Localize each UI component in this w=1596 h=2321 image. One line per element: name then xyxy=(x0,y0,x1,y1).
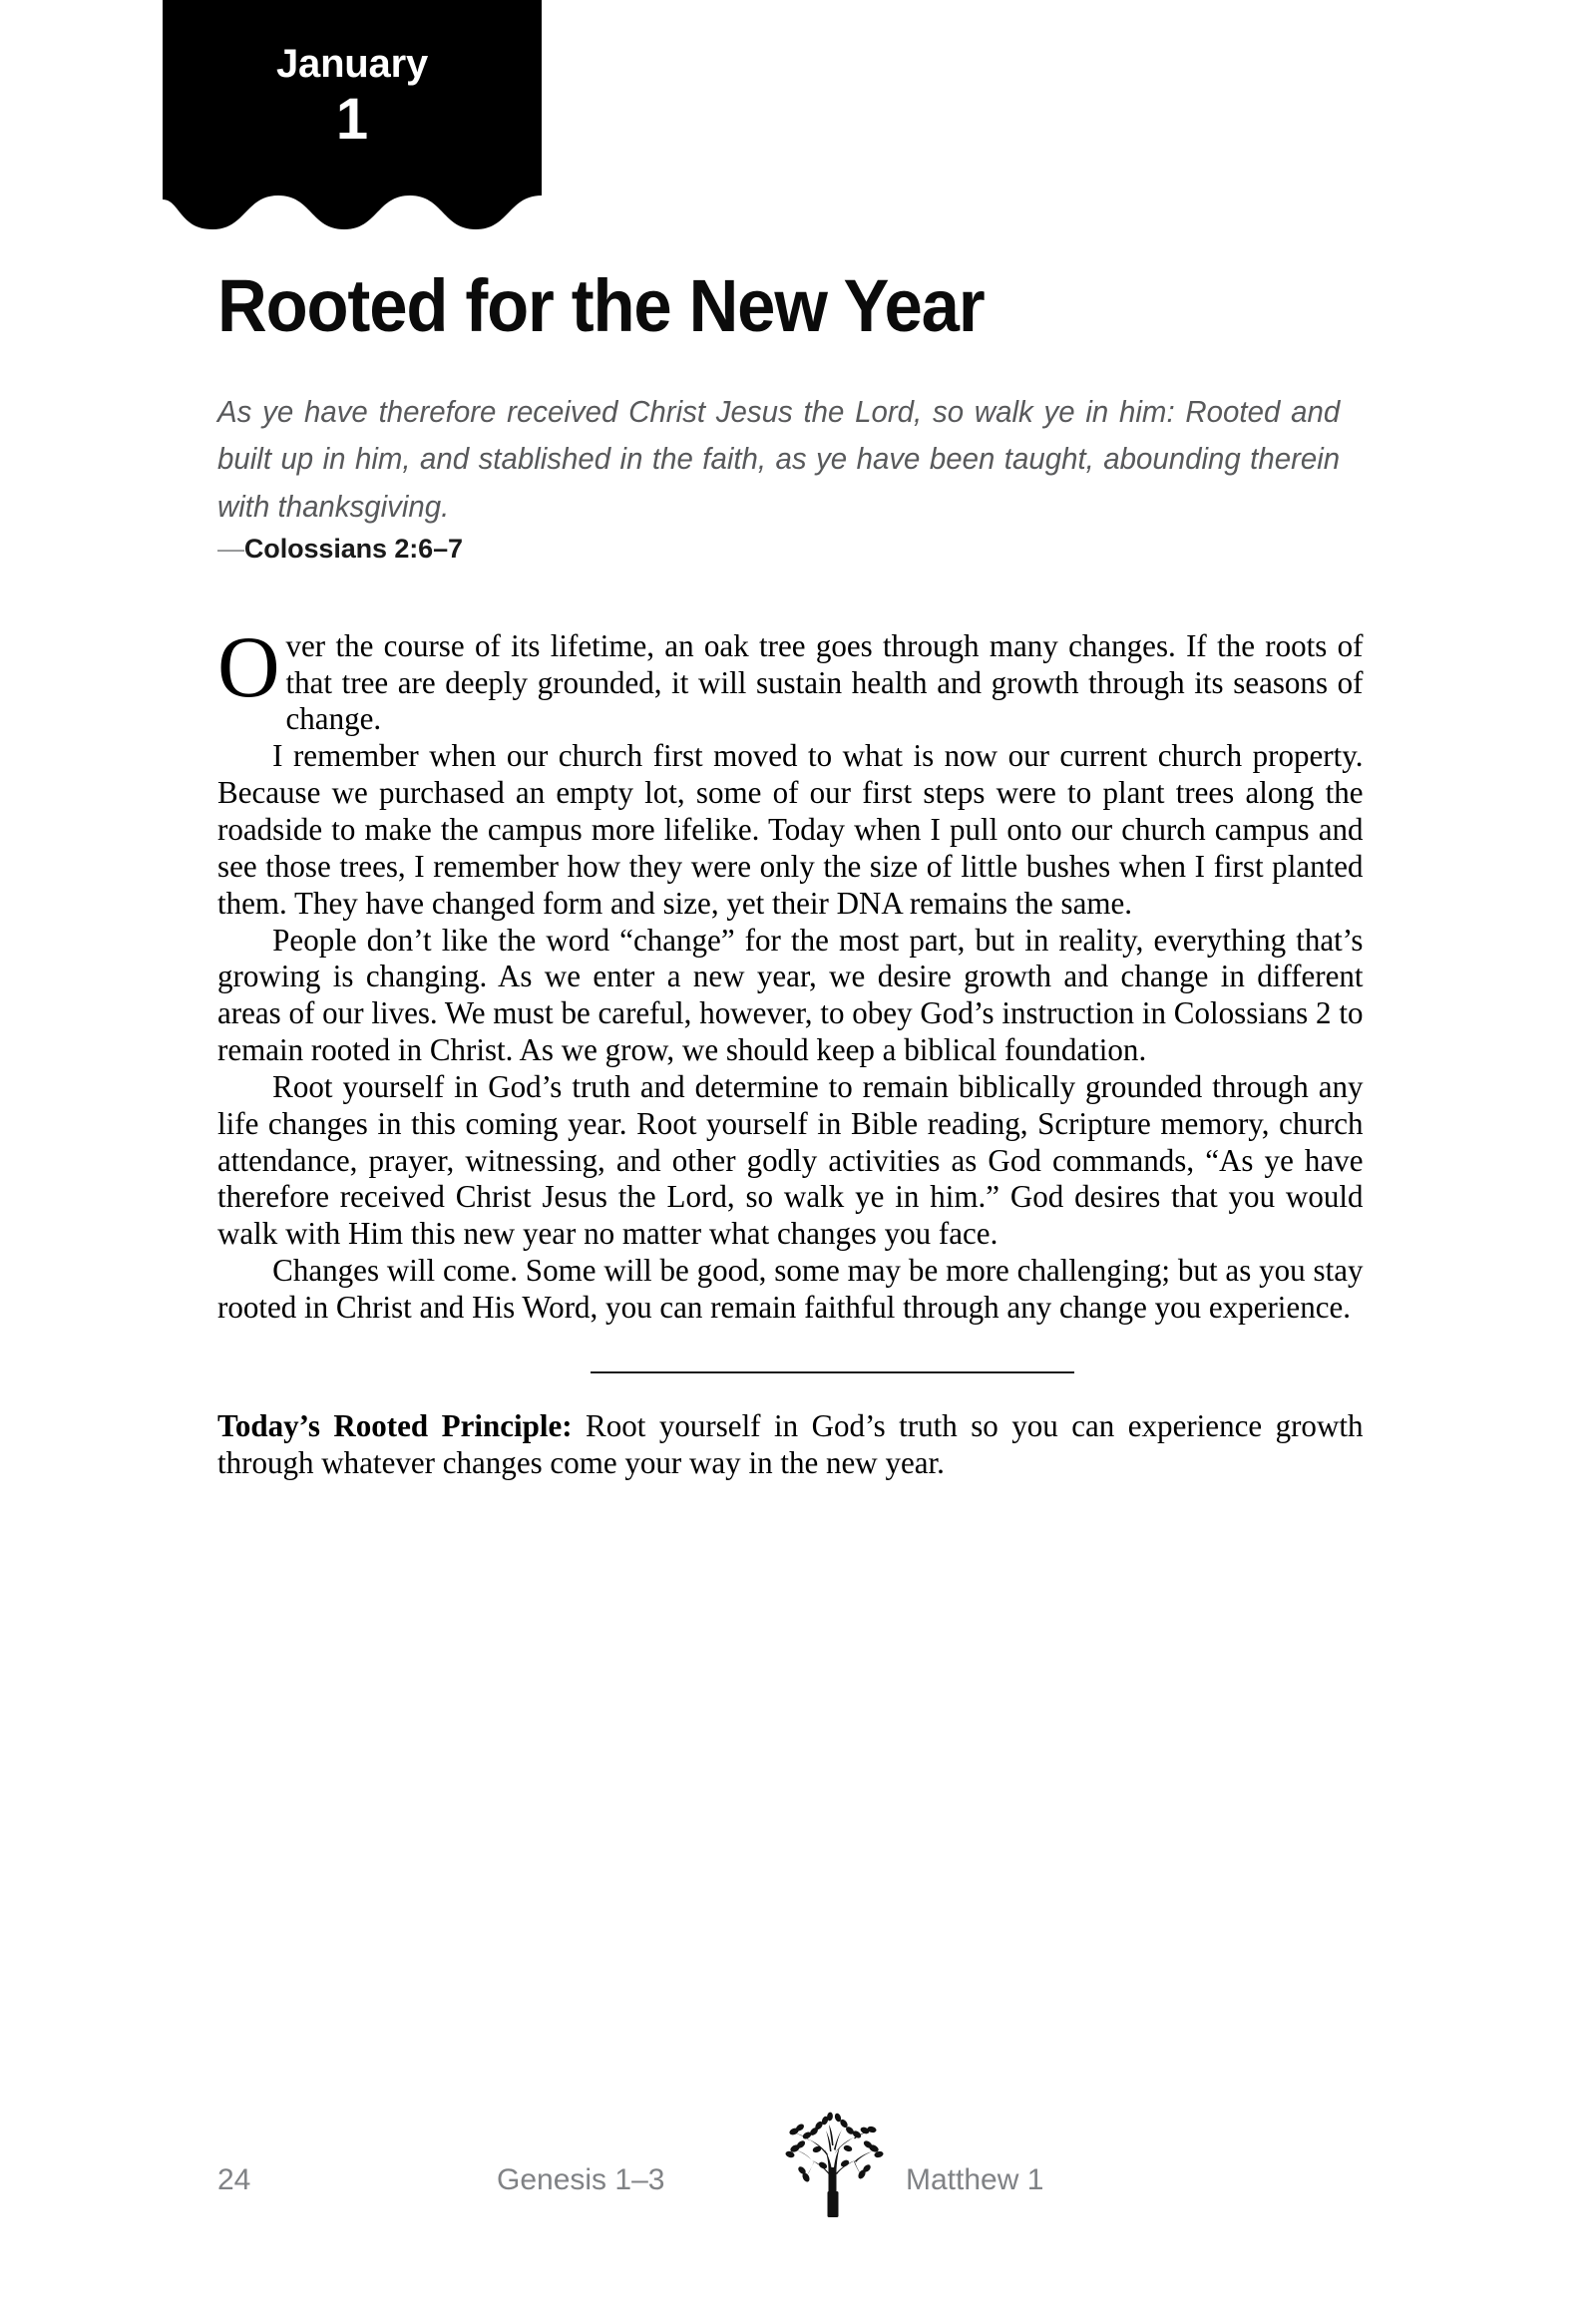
rooted-principle xyxy=(217,1408,1364,1482)
page-footer xyxy=(217,2149,1381,2209)
page-number: 24 xyxy=(217,2163,251,2196)
scripture-reference-text: Colossians 2:6–7 xyxy=(243,533,463,564)
date-day: 1 xyxy=(335,87,369,152)
page-title: Rooted for the New Year xyxy=(217,264,985,347)
rooted-principle-text: Root yourself in God’s truth so you can experience growth through whatever changes come your way in the new year. xyxy=(217,1407,1364,1480)
scripture-dash: — xyxy=(217,533,244,564)
body-paragraph: Root yourself in God’s truth and determine to remain biblically grounded through any life changes in this coming year. Root yourself in Bible reading, Scripture memory, church attendance, prayer, witnessing, and other godly activities as God commands, “As ye have therefore received Christ Jesus the Lord, so walk ye in him.” God desires that you would walk with Him this new year no matter what changes you face. xyxy=(217,1068,1364,1252)
scripture-quote: As ye have therefore received Christ Jesus the Lord, so walk ye in him: Rooted and built up in him, and stablished in the faith, as ye have been taught, abounding therein with thanksgiving. xyxy=(217,395,1341,524)
date-month: January xyxy=(275,42,429,86)
body-text xyxy=(217,565,1381,1327)
tree-icon-svg xyxy=(781,2104,887,2221)
tree-icon xyxy=(781,2104,887,2221)
body-paragraph: Over the course of its lifetime, an oak tree goes through many changes. If the roots of that tree are deeply grounded, it will sustain health and growth through its seasons of change. xyxy=(217,618,1364,737)
body-paragraph: Changes will come. Some will be good, some may be more challenging; but as you stay rooted in Christ and His Word, you can remain faithful through any change you experience. xyxy=(217,1253,1364,1325)
scripture-reference xyxy=(217,531,1381,565)
body-paragraph: People don’t like the word “change” for the most part, but in reality, everything that’s growing is changing. As we enter a new year, we desire growth and change in different areas of our lives. We must be careful, however, to obey God’s instruction in Colossians 2 to remain rooted in Christ. As we grow, we should keep a biblical foundation. xyxy=(217,922,1364,1068)
reading-plan-left: Genesis 1–3 xyxy=(497,2163,665,2196)
section-divider-wrap xyxy=(217,1327,1381,1408)
reading-plan-right: Matthew 1 xyxy=(906,2163,1044,2196)
section-divider xyxy=(591,1371,1074,1373)
rooted-principle-label: Today’s Rooted Principle: xyxy=(217,1407,573,1443)
content-column xyxy=(217,0,1381,1482)
body-paragraph: I remember when our church first moved to what is now our current church property. Because we purchased an empty lot, some of our first steps were to plant trees along the roadside to make the campus more lifelike. Today when I pull onto our church campus and see those trees, I remember how they were only the size of little bushes when I first planted them. They have changed form and size, yet their DNA remains the same. xyxy=(217,738,1364,921)
